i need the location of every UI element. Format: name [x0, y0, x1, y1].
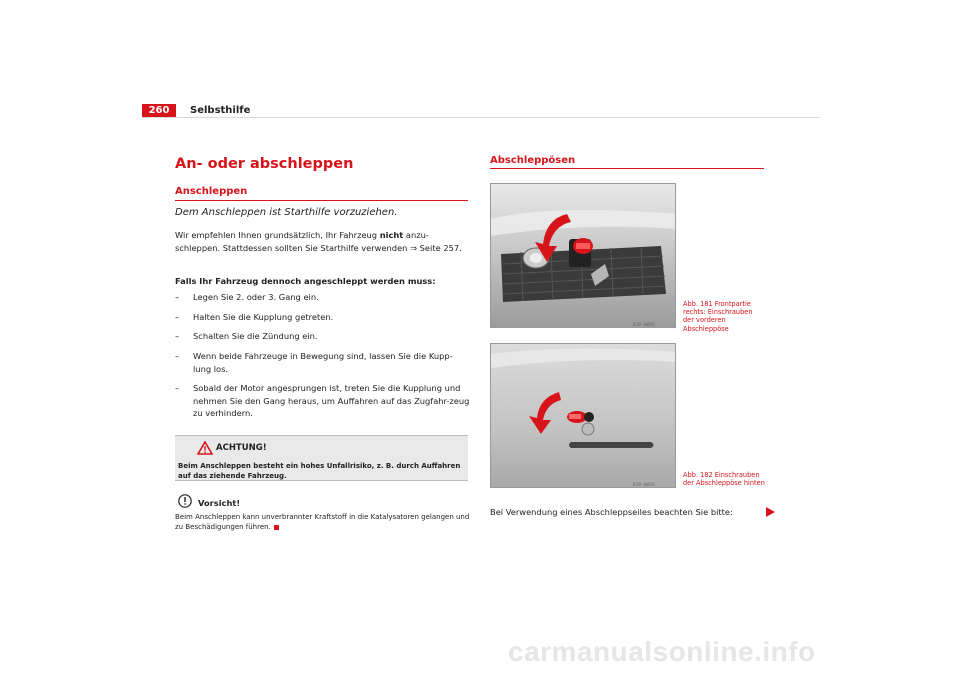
- emphasis-nicht: nicht: [379, 230, 404, 240]
- caution-circle-icon: [178, 494, 192, 508]
- figure-caption: Abb. 182 Einschrauben der Abschleppöse hinten: [683, 471, 765, 488]
- intro-text: Dem Anschleppen ist Starthilfe vorzuziehen.: [175, 207, 398, 218]
- subheading-anschleppen: Anschleppen: [175, 186, 248, 197]
- figure-code: B1P-0092: [633, 323, 655, 328]
- list-item: – Halten Sie die Kupplung getreten.: [175, 311, 470, 324]
- caution-title: Vorsicht!: [198, 498, 241, 508]
- warning-title: ACHTUNG!: [216, 443, 267, 453]
- paragraph-text: Wir empfehlen Ihnen grundsätzlich, Ihr Fahrzeug: [175, 230, 380, 240]
- caution-text-block: [175, 512, 470, 532]
- list-item: – Schalten Sie die Zündung ein.: [175, 330, 470, 343]
- warning-text: Beim Anschleppen besteht ein hohes Unfallrisiko, z. B. durch Auffahren auf das ziehende Fahrzeug.: [178, 462, 461, 480]
- caution-text: Beim Anschleppen kann unverbrannter Kraftstoff in die Katalysatoren gelangen und zu Beschädigungen führen.: [175, 513, 470, 531]
- paragraph-recommendation: [175, 229, 470, 254]
- end-of-section-icon: [274, 525, 279, 530]
- warning-box: [175, 435, 468, 481]
- figure-front-tow-eye: [490, 183, 676, 328]
- warning-triangle-icon: [197, 441, 213, 455]
- list-item: – Sobald der Motor angesprungen ist, treten Sie die Kupplung und nehmen Sie den Gang heraus, um Auffahren auf das Zugfahr-zeug zu verhindern.: [175, 382, 470, 420]
- chapter-title: An- oder abschleppen: [175, 156, 354, 172]
- bold-intro: Falls Ihr Fahrzeug dennoch angeschleppt werden muss:: [175, 276, 436, 286]
- front-bumper-illustration: [491, 184, 676, 328]
- section-title-abschleppoesen: Abschleppösen: [490, 155, 576, 166]
- page-number: 260: [142, 104, 176, 118]
- next-page-arrow-icon: [766, 507, 775, 517]
- subheading-rule: [175, 200, 468, 201]
- rear-bumper-illustration: [491, 344, 676, 488]
- figure-rear-tow-eye: [490, 343, 676, 488]
- list-item: – Wenn beide Fahrzeuge in Bewegung sind, lassen Sie die Kupp-lung los.: [175, 350, 470, 375]
- list-item: – Legen Sie 2. oder 3. Gang ein.: [175, 291, 470, 304]
- paragraph-text-cont: anzu-schleppen. Stattdessen sollten Sie Starthilfe verwenden ⇒ Seite 257.: [175, 230, 462, 253]
- steps-list: [175, 291, 470, 427]
- watermark: carmanualsonline.info: [508, 636, 816, 667]
- section-title: Selbsthilfe: [190, 105, 251, 116]
- towrope-intro: Bei Verwendung eines Abschleppseiles beachten Sie bitte:: [490, 507, 733, 517]
- figure-code: B1P-0093: [633, 483, 655, 488]
- header-divider: [142, 117, 820, 118]
- figure-caption: Abb. 181 Frontpartie rechts: Einschrauben der vorderen Abschleppöse: [683, 300, 753, 333]
- section-rule: [490, 168, 764, 169]
